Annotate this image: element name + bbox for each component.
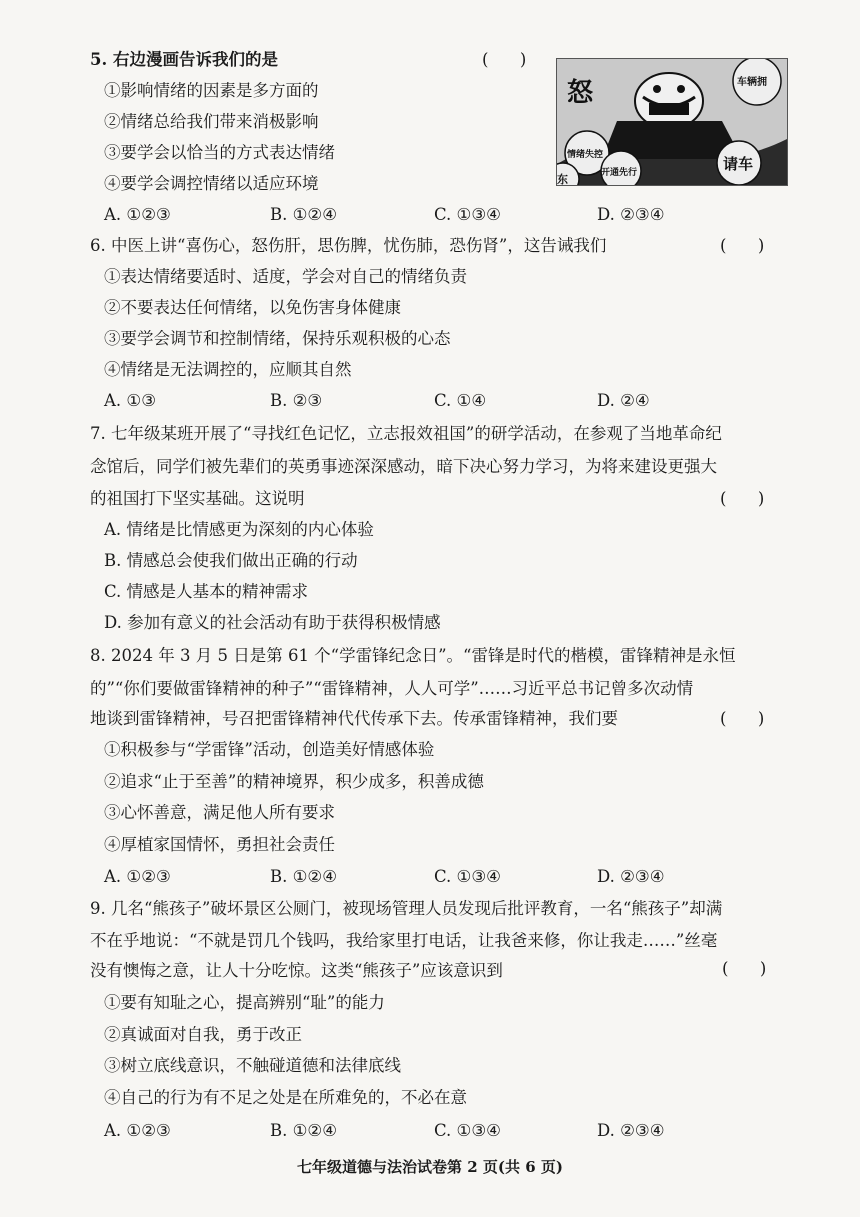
- q5-item-1: ①影响情绪的因素是多方面的: [104, 81, 319, 100]
- q9-stem-line-1: 9. 几名“熊孩子”破坏景区公厕门，被现场管理人员发现后批评教育，一名“熊孩子”却满: [90, 899, 723, 918]
- q7-option-a: A. 情绪是比情感更为深刻的内心体验: [104, 520, 374, 539]
- q7-option-c: C. 情感是人基本的精神需求: [104, 582, 309, 601]
- q9-stem-line-2: 不在乎地说：“不就是罚几个钱吗，我给家里打电话，让我爸来修，你让我走……”丝毫: [90, 931, 718, 950]
- q8-item-2: ②追求“止于至善”的精神境界，积少成多，积善成德: [104, 772, 484, 791]
- q6-answer-paren: ( ): [720, 236, 765, 255]
- q6-item-3: ③要学会调节和控制情绪，保持乐观积极的心态: [104, 329, 451, 348]
- q9-item-3: ③树立底线意识，不触碰道德和法律底线: [104, 1056, 401, 1075]
- q8-stem-line-2: 的”“你们要做雷锋精神的种子”“雷锋精神，人人可学”……习近平总书记曾多次动情: [90, 679, 694, 698]
- q6-stem: 6. 中医上讲“喜伤心，怒伤肝，思伤脾，忧伤肺，恐伤肾”，这告诫我们: [90, 236, 607, 255]
- comic-text-east: 东: [557, 173, 568, 185]
- q5-option-c: C. ①③④: [434, 205, 501, 224]
- q9-item-1: ①要有知耻之心，提高辨别“耻”的能力: [104, 993, 385, 1012]
- q7-stem-line-1: 7. 七年级某班开展了“寻找红色记忆，立志报效祖国”的研学活动，在参观了当地革命纪: [90, 424, 722, 443]
- q8-option-a: A. ①②③: [104, 867, 171, 886]
- q7-option-d: D. 参加有意义的社会活动有助于获得积极情感: [104, 613, 441, 632]
- q5-stem: 5. 右边漫画告诉我们的是: [90, 50, 278, 69]
- q5-item-3: ③要学会以恰当的方式表达情绪: [104, 143, 335, 162]
- q5-option-b: B. ①②④: [270, 205, 337, 224]
- comic-text-out-of-control: 情绪失控: [567, 150, 604, 160]
- q6-option-a: A. ①③: [104, 391, 156, 410]
- q5-option-d: D. ②③④: [597, 205, 665, 224]
- q6-option-b: B. ②③: [270, 391, 323, 410]
- q7-stem-line-2: 念馆后，同学们被先辈们的英勇事迹深深感动，暗下决心努力学习，为将来建设更强大: [90, 457, 717, 476]
- q9-item-2: ②真诚面对自我，勇于改正: [104, 1025, 302, 1044]
- q5-item-2: ②情绪总给我们带来消极影响: [104, 112, 319, 131]
- comic-text-go-first: 开通先行: [601, 168, 638, 178]
- q6-option-c: C. ①④: [434, 391, 487, 410]
- q6-item-1: ①表达情绪要适时、适度，学会对自己的情绪负责: [104, 267, 467, 286]
- q7-stem-line-3: 的祖国打下坚实基础。这说明: [90, 489, 305, 508]
- q9-option-c: C. ①③④: [434, 1121, 501, 1140]
- q6-item-2: ②不要表达任何情绪，以免伤害身体健康: [104, 298, 401, 317]
- q8-stem-line-3: 地谈到雷锋精神，号召把雷锋精神代代传承下去。传承雷锋精神，我们要: [90, 709, 618, 728]
- anger-comic-image: [556, 58, 788, 186]
- q5-answer-paren: ( ): [482, 50, 527, 69]
- q8-item-3: ③心怀善意，满足他人所有要求: [104, 803, 335, 822]
- q8-option-c: C. ①③④: [434, 867, 501, 886]
- comic-text-anger: 怒: [567, 78, 594, 108]
- q8-answer-paren: ( ): [720, 709, 765, 728]
- q5-option-a: A. ①②③: [104, 205, 171, 224]
- q8-option-d: D. ②③④: [597, 867, 665, 886]
- comic-text-traffic: 车辆拥: [737, 77, 767, 88]
- q8-item-1: ①积极参与“学雷锋”活动，创造美好情感体验: [104, 740, 435, 759]
- q9-answer-paren: ( ): [722, 959, 767, 978]
- q6-item-4: ④情绪是无法调控的，应顺其自然: [104, 360, 352, 379]
- q8-stem-line-1: 8. 2024 年 3 月 5 日是第 61 个“学雷锋纪念日”。“雷锋是时代的楷模，雷锋精神是永恒: [90, 646, 736, 665]
- comic-text-please: 请车: [723, 155, 754, 173]
- q8-item-4: ④厚植家国情怀，勇担社会责任: [104, 835, 335, 854]
- q9-option-b: B. ①②④: [270, 1121, 337, 1140]
- q9-item-4: ④自己的行为有不足之处是在所难免的，不必在意: [104, 1088, 467, 1107]
- q5-item-4: ④要学会调控情绪以适应环境: [104, 174, 319, 193]
- q6-option-d: D. ②④: [597, 391, 650, 410]
- q7-answer-paren: ( ): [720, 489, 765, 508]
- q9-option-d: D. ②③④: [597, 1121, 665, 1140]
- q7-option-b: B. 情感总会使我们做出正确的行动: [104, 551, 358, 570]
- page-footer: 七年级道德与法治试卷第 2 页(共 6 页): [297, 1158, 563, 1176]
- q8-option-b: B. ①②④: [270, 867, 337, 886]
- q9-stem-line-3: 没有懊悔之意，让人十分吃惊。这类“熊孩子”应该意识到: [90, 961, 503, 980]
- q9-option-a: A. ①②③: [104, 1121, 171, 1140]
